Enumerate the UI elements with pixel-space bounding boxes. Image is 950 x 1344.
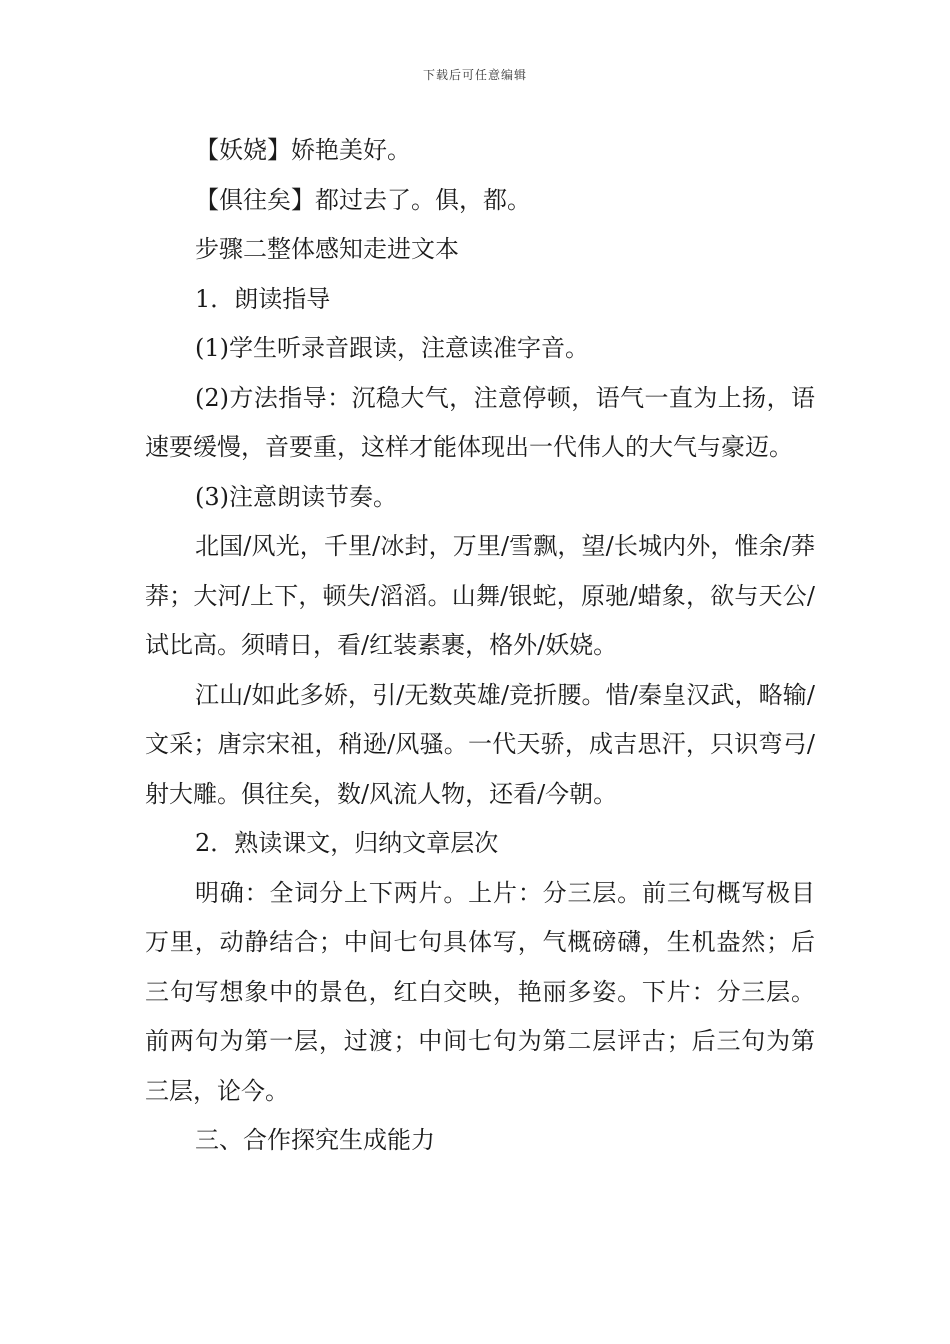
paragraph-step-two-heading: 步骤二整体感知走进文本 xyxy=(195,235,459,263)
paragraph-reading-point-1: (1)学生听录音跟读，注意读准字音。 xyxy=(195,334,589,362)
paragraph-reading-guidance-heading: 1．朗读指导 xyxy=(195,284,331,313)
paragraph-glossary-juwangyi: 【俱往矣】都过去了。俱，都。 xyxy=(195,185,531,214)
paragraph-section-three-heading: 三、合作探究生成能力 xyxy=(195,1126,435,1154)
document-body xyxy=(145,126,815,1166)
paragraph-structure-answer: 明确：全词分上下两片。上片：分三层。前三句概写极目万里，动静结合；中间七句具体写，气概磅礴，生机盎然；后三句写想象中的景色，红白交映，艳丽多姿。下片：分三层。前两句为第一层，过渡；中间七句为第二层评古；后三句为第三层，论今。 xyxy=(145,878,815,1105)
paragraph-reading-point-2: (2)方法指导：沉稳大气，注意停顿，语气一直为上扬，语速要缓慢，音要重，这样才能体现出一代伟人的大气与豪迈。 xyxy=(145,383,815,461)
paragraph-structure-heading: 2．熟读课文，归纳文章层次 xyxy=(195,829,499,857)
page-header-note: 下载后可任意编辑 xyxy=(422,68,527,82)
paragraph-poem-rhythm-upper: 北国/风光，千里/冰封，万里/雪飘，望/长城内外，惟余/莽莽；大河/上下，顿失/滔滔。山舞/银蛇，原驰/蜡象，欲与天公/试比高。须晴日，看/红装素裹，格外/妖娆。 xyxy=(145,532,815,659)
paragraph-glossary-yaorao: 【妖娆】娇艳美好。 xyxy=(195,136,411,164)
paragraph-reading-point-3: (3)注意朗读节奏。 xyxy=(195,482,397,511)
paragraph-poem-rhythm-lower: 江山/如此多娇，引/无数英雄/竞折腰。惜/秦皇汉武，略输/文采；唐宗宋祖，稍逊/风骚。一代天骄，成吉思汗，只识弯弓/射大雕。俱往矣，数/风流人物，还看/今朝。 xyxy=(145,680,815,808)
